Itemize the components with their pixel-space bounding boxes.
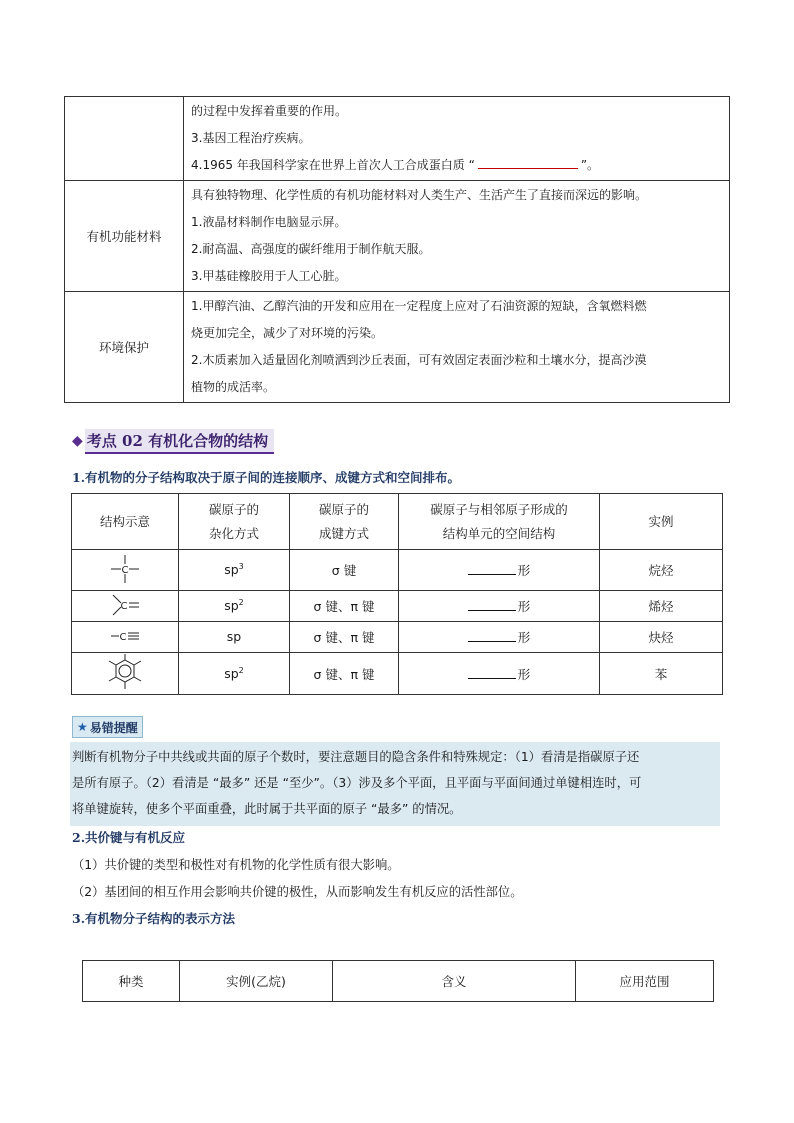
diamond-icon: ◆ [72,433,83,449]
answer-blank[interactable] [468,598,516,611]
tip-box [70,742,720,826]
table-row [65,292,730,403]
point-1-heading: 1.有机物的分子结构取决于原子间的连接顺序、成键方式和空间排布。 [72,470,461,485]
section-number: 考点 02 [86,431,143,450]
tip-line: 判断有机物分子中共线或共面的原子个数时，要注意题目的隐含条件和特殊规定：（1）看清是指碳原子还 [72,750,640,764]
table-row [65,181,730,292]
example-cell: 炔烃 [600,622,723,653]
tip-line: 是所有原子。（2）看清是 “最多” 还是 “至少”。（3）涉及多个平面，且平面与平面间通过单键相连时，可 [72,776,642,790]
bond-type-cell: σ 键、π 键 [290,622,399,653]
bond-type-cell: σ 键、π 键 [290,653,399,695]
answer-blank[interactable] [468,629,516,642]
point-2-item: （2）基团间的相互作用会影响共价键的极性，从而影响发生有机反应的活性部位。 [72,885,523,899]
content-line: 3.基因工程治疗疾病。 [191,131,311,145]
example-cell: 烯烃 [600,591,723,622]
header-cell: 种类 [83,961,180,1002]
content-line: 具有独特物理、化学性质的有机功能材料对人类生产、生活产生了直接而深远的影响。 [191,188,648,202]
header-cell: 碳原子与相邻原子形成的 结构单元的空间结构 [399,494,600,550]
shape-cell: 形 [399,622,600,653]
shape-cell: 形 [399,550,600,591]
tip-line: 将单键旋转，使多个平面重叠，此时属于共平面的原子 “最多” 的情况。 [72,802,462,816]
section-title: 有机化合物的结构 [148,431,269,450]
svg-text:C: C [121,564,129,576]
header-cell: 实例 [600,494,723,550]
point-2-item: （1）共价键的类型和极性对有机物的化学性质有很大影响。 [72,858,400,872]
category-cell: 环境保护 [65,292,184,403]
hybridization-cell: $sp^3$ [179,550,290,591]
answer-blank[interactable] [468,562,516,575]
shape-cell: 形 [399,591,600,622]
point-3-heading: 3.有机物分子结构的表示方法 [72,911,236,926]
content-cell [184,181,730,292]
content-line: 1.甲醇汽油、乙醇汽油的开发和应用在一定程度上应对了石油资源的短缺，含氧燃料燃 [191,299,647,313]
point-2-heading: 2.共价键与有机反应 [72,830,186,845]
table-row [72,550,723,591]
tetrahedral-carbon-icon [72,550,179,591]
fill-in-line [185,152,728,179]
representation-table [82,960,714,1002]
fill-in-suffix: ”。 [580,158,600,172]
header-cell: 碳原子的 成键方式 [290,494,399,550]
table-header-row [72,494,723,550]
hybridization-cell: sp [179,622,290,653]
table-row [72,591,723,622]
category-cell: 有机功能材料 [65,181,184,292]
trigonal-carbon-icon [72,591,179,622]
table-row [72,622,723,653]
content-line: 2.耐高温、高强度的碳纤维用于制作航天服。 [191,242,431,256]
section-heading [72,428,274,454]
content-line: 1.液晶材料制作电脑显示屏。 [191,215,347,229]
svg-text:C: C [120,600,128,612]
content-cell [184,97,730,181]
header-cell: 应用范围 [576,961,714,1002]
bond-type-cell: σ 键 [290,550,399,591]
example-cell: 烷烃 [600,550,723,591]
benzene-ring-icon [72,653,179,695]
table-header-row [83,961,714,1002]
applications-table [64,96,730,403]
answer-blank[interactable] [478,154,578,169]
fill-in-prefix: 4.1965 年我国科学家在世界上首次人工合成蛋白质 “ [191,158,475,172]
category-cell [65,97,184,181]
tip-label [72,716,143,738]
carbon-structure-table [71,493,723,695]
content-line: 植物的成活率。 [191,380,276,394]
hybridization-cell: $sp^2$ [179,653,290,695]
tip-label-text: 易错提醒 [89,720,138,735]
header-cell: 结构示意 [72,494,179,550]
content-line: 3.甲基硅橡胶用于人工心脏。 [191,269,347,283]
answer-blank[interactable] [468,666,516,679]
content-cell [184,292,730,403]
linear-carbon-icon [72,622,179,653]
header-cell: 碳原子的 杂化方式 [179,494,290,550]
content-line: 烧更加完全，减少了对环境的污染。 [191,326,384,340]
content-line: 的过程中发挥着重要的作用。 [191,104,348,118]
section-title-highlight [85,429,274,454]
header-cell: 实例(乙烷) [180,961,333,1002]
star-icon: ★ [77,720,88,734]
bond-type-cell: σ 键、π 键 [290,591,399,622]
example-cell: 苯 [600,653,723,695]
header-cell: 含义 [333,961,576,1002]
content-line: 2.木质素加入适量固化剂喷洒到沙丘表面，可有效固定表面沙粒和土壤水分，提高沙漠 [191,353,647,367]
svg-text:C: C [119,631,127,643]
table-row [72,653,723,695]
table-row [65,97,730,181]
hybridization-cell: $sp^2$ [179,591,290,622]
shape-cell: 形 [399,653,600,695]
